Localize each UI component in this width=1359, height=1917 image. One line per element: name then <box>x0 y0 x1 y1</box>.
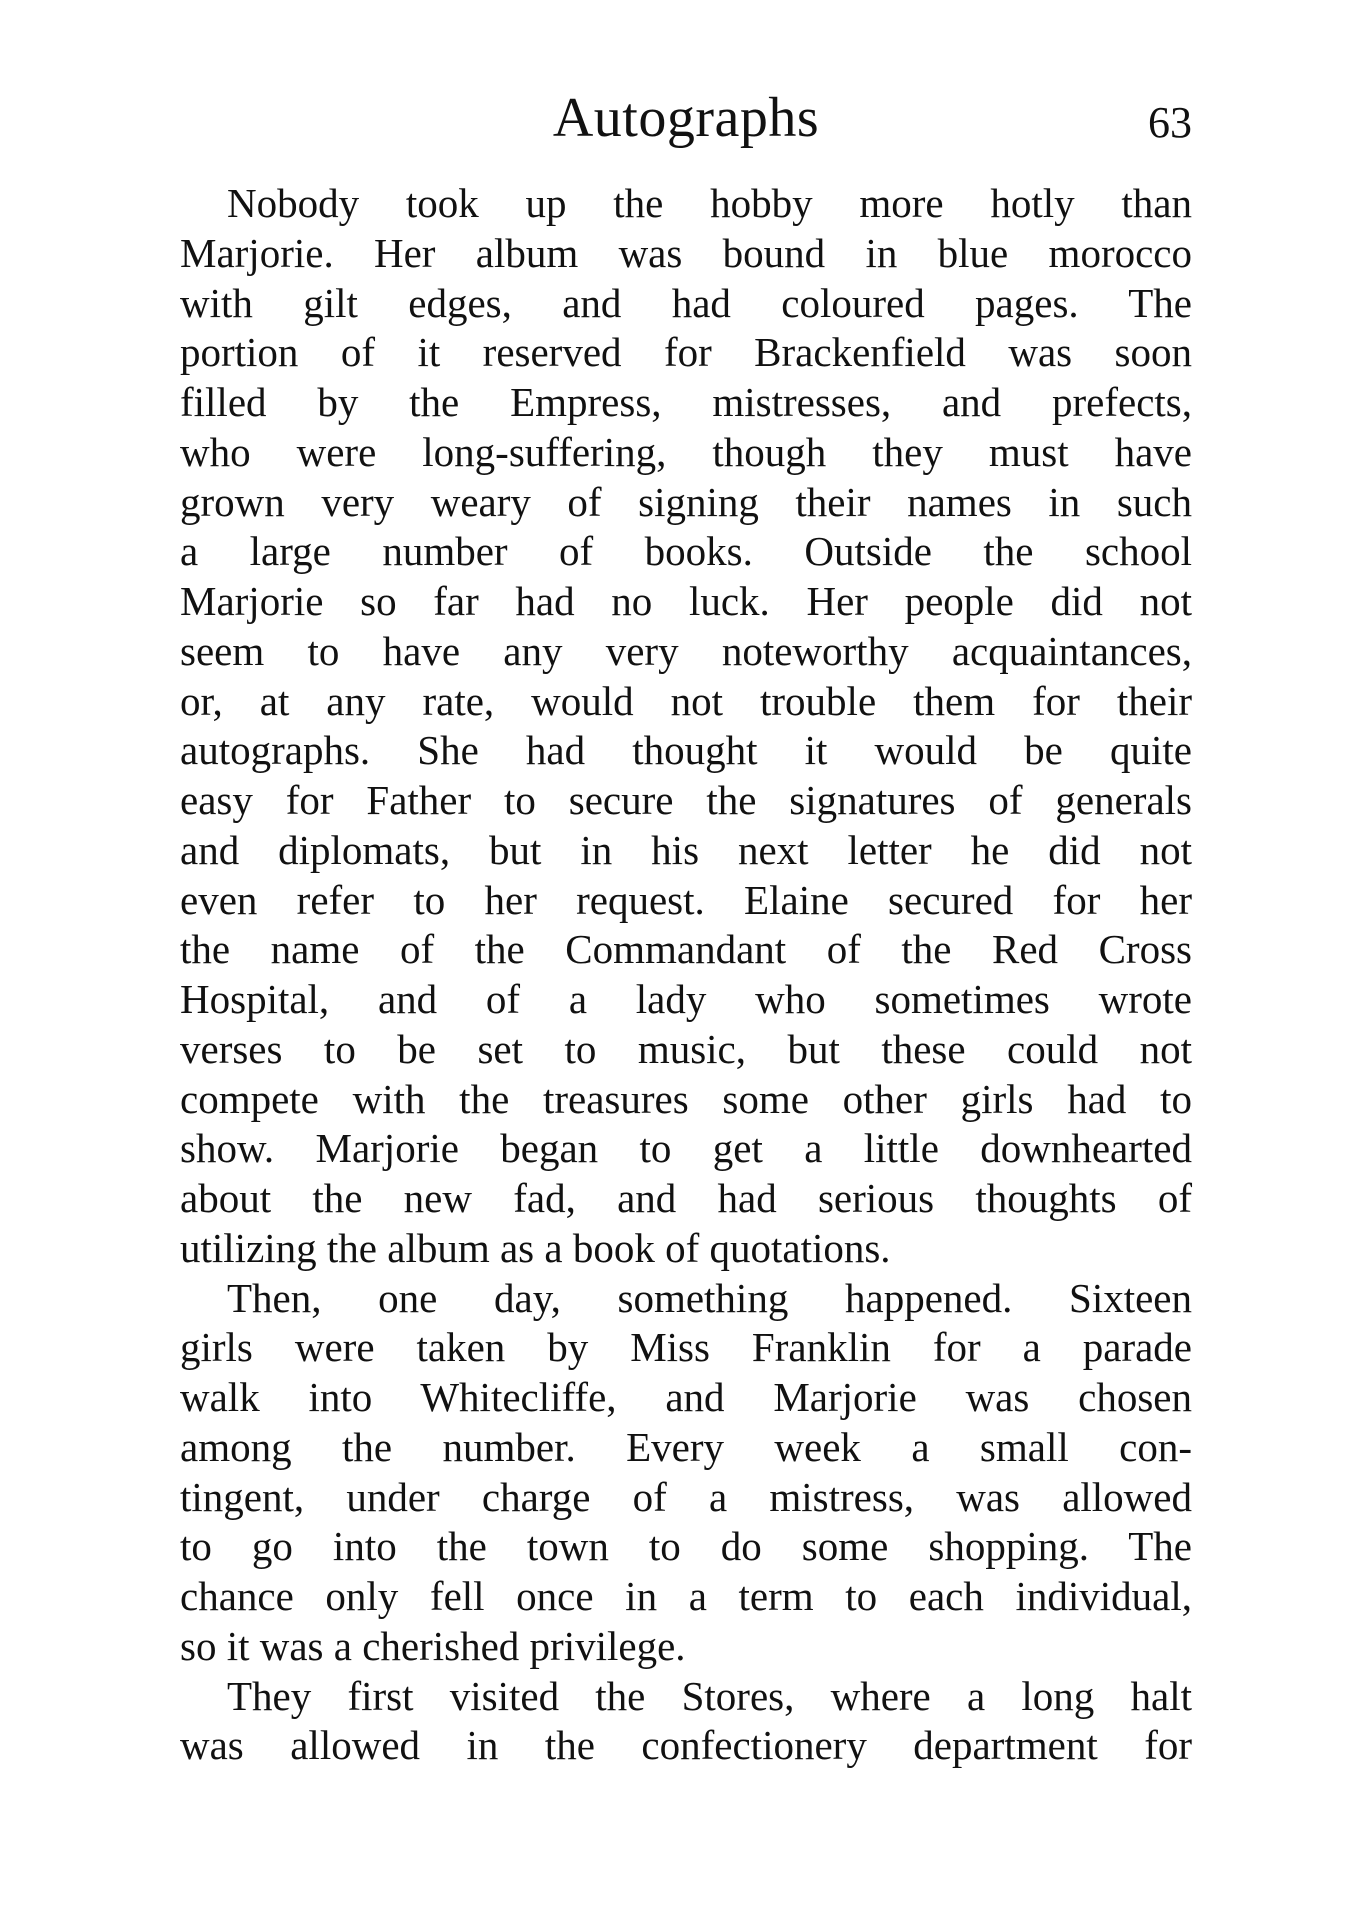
paragraph <box>180 179 1192 1274</box>
text-line: verses to be set to music, but these could not <box>180 1025 1192 1072</box>
text-line: compete with the treasures some other girls had to <box>180 1075 1192 1122</box>
text-line: filled by the Empress, mistresses, and prefects, <box>180 379 1192 425</box>
text-line: Marjorie so far had no luck. Her people did not <box>180 578 1192 624</box>
body-text <box>180 179 1192 1771</box>
text-line: chance only fell once in a term to each individual, <box>180 1573 1192 1619</box>
text-line: or, at any rate, would not trouble them for their <box>180 677 1192 724</box>
text-line: tingent, under charge of a mistress, was allowed <box>180 1473 1192 1520</box>
text-line: about the new fad, and had serious thoughts of <box>180 1175 1192 1221</box>
text-line: seem to have any very noteworthy acquaintances, <box>180 627 1192 674</box>
text-line: even refer to her request. Elaine secured for her <box>180 876 1192 923</box>
text-line: Then, one day, something happened. Sixteen <box>227 1274 1192 1321</box>
text-line: and diplomats, but in his next letter he did not <box>180 826 1192 873</box>
text-line: the name of the Commandant of the Red Cross <box>180 926 1192 973</box>
page-header <box>180 78 1192 158</box>
text-line: girls were taken by Miss Franklin for a parade <box>180 1324 1192 1371</box>
text-line: autographs. She had thought it would be quite <box>180 727 1192 774</box>
text-line: easy for Father to secure the signatures of generals <box>180 777 1192 823</box>
text-line: walk into Whitecliffe, and Marjorie was chosen <box>180 1374 1192 1420</box>
text-line: Hospital, and of a lady who sometimes wrote <box>180 976 1192 1022</box>
text-line: among the number. Every week a small con- <box>180 1423 1192 1470</box>
text-line: They first visited the Stores, where a long halt <box>227 1672 1192 1719</box>
text-line: Nobody took up the hobby more hotly than <box>227 180 1192 226</box>
text-line: show. Marjorie began to get a little downhearted <box>180 1125 1192 1172</box>
paragraph <box>180 1274 1192 1672</box>
text-line: to go into the town to do some shopping. The <box>180 1523 1192 1570</box>
text-line: was allowed in the confectionery department for <box>180 1722 1192 1769</box>
text-line: utilizing the album as a book of quotations. <box>180 1224 891 1271</box>
page-number: 63 <box>1148 98 1192 147</box>
text-line: grown very weary of signing their names in such <box>180 478 1192 525</box>
text-line: who were long-suffering, though they must have <box>180 428 1192 475</box>
running-title: Autographs <box>552 87 820 149</box>
text-line: a large number of books. Outside the school <box>180 528 1192 575</box>
text-line: with gilt edges, and had coloured pages. The <box>180 279 1192 326</box>
text-line: Marjorie. Her album was bound in blue morocco <box>180 229 1192 276</box>
text-line: portion of it reserved for Brackenfield was soon <box>180 329 1192 376</box>
paragraph <box>180 1672 1192 1772</box>
text-line: so it was a cherished privilege. <box>180 1622 686 1669</box>
